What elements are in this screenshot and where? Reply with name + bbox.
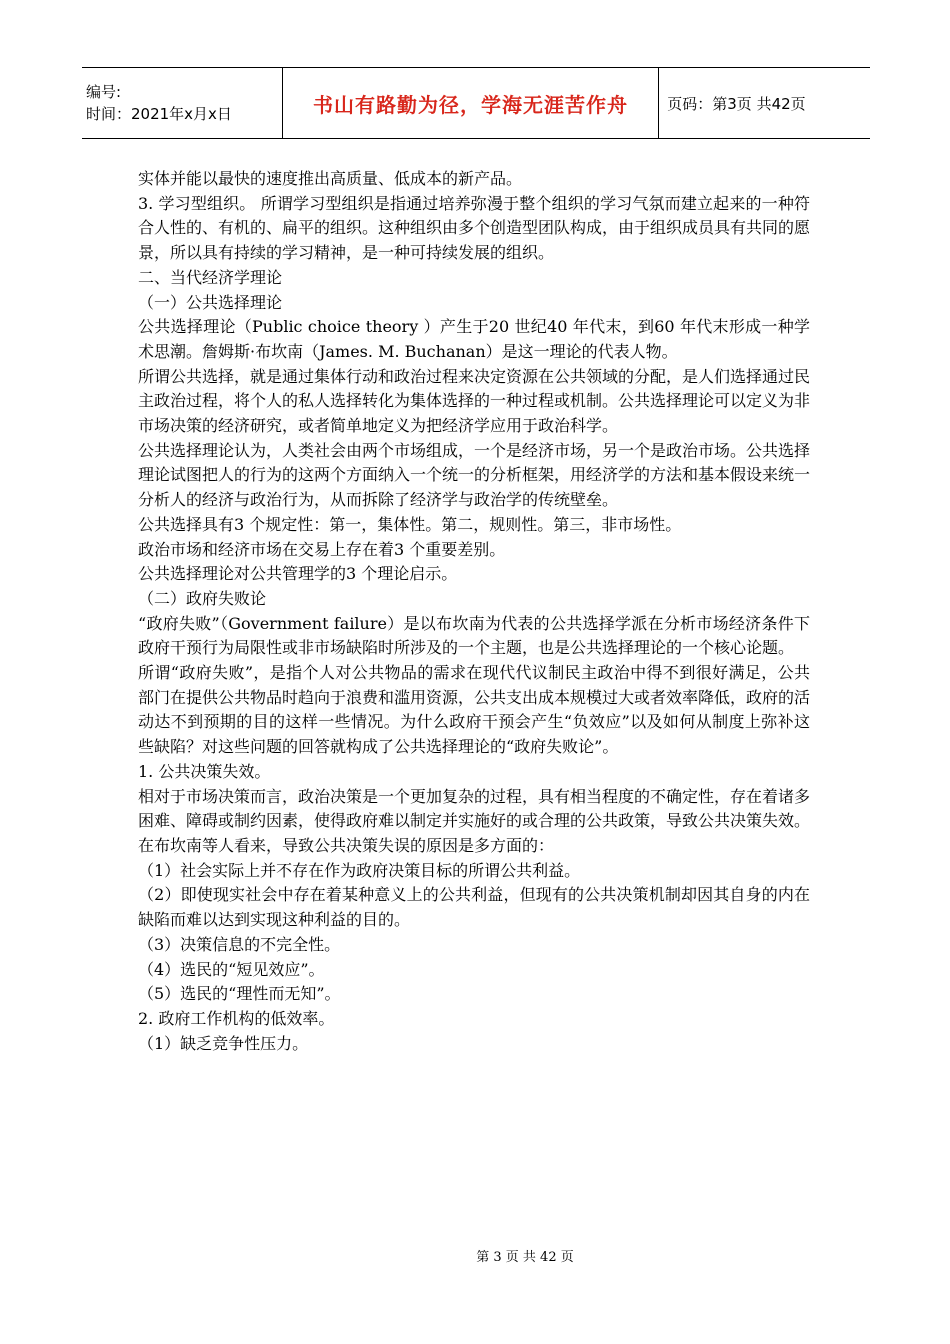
list-item: （5）选民的“理性而无知”。 <box>138 984 341 1004</box>
paragraph: 公共选择具有3 个规定性：第一，集体性。第二，规则性。第三，非市场性。 <box>138 514 682 534</box>
page-label: 页码：第3页 共42页 <box>667 94 806 113</box>
list-item: （4）选民的“短见效应”。 <box>138 959 325 979</box>
paragraph: 公共选择理论认为，人类社会由两个市场组成，一个是经济市场，另一个是政治市场。公共选择理论试图把人的行为的这两个方面纳入一个统一的分析框架，用经济学的方法和基本假设来统一分析人的经济与政治行为，从而拆除了经济学与政治学的传统壁垒。 <box>138 440 811 510</box>
number-label: 编号: <box>86 83 122 101</box>
subsection-heading: （二）政府失败论 <box>138 588 267 608</box>
paragraph: 公共选择理论对公共管理学的3 个理论启示。 <box>138 564 458 584</box>
paragraph: 相对于市场决策而言，政治决策是一个更加复杂的过程，具有相当程度的不确定性，存在着诸多困难、障碍或制约因素，使得政府难以制定并实施好的或合理的公共政策，导致公共决策失效。 <box>138 786 811 831</box>
section-heading: 二、当代经济学理论 <box>138 267 283 287</box>
list-item: （3）决策信息的不完全性。 <box>138 934 341 954</box>
list-item: （1）缺乏竞争性压力。 <box>138 1033 309 1053</box>
motto-text: 书山有路勤为径，学海无涯苦作舟 <box>313 92 628 117</box>
header-motto-cell <box>282 68 659 138</box>
header-info <box>82 68 282 138</box>
paragraph: “政府失败”（Government failure）是以布坎南为代表的公共选择学派在分析市场经济条件下政府干预行为局限性或非市场缺陷时所涉及的一个主题，也是公共选择理论的一个核心论题。 <box>138 613 810 658</box>
paragraph: 在布坎南等人看来，导致公共决策失误的原因是多方面的： <box>138 835 555 855</box>
list-item: （2）即使现实社会中存在着某种意义上的公共利益，但现有的公共决策机制却因其自身的内在缺陷而难以达到实现这种利益的目的。 <box>138 885 810 930</box>
paragraph: 3. 学习型组织。 所谓学习型组织是指通过培养弥漫于整个组织的学习气氛而建立起来的一种符合人性的、有机的、扁平的组织。这种组织由多个创造型团队构成，由于组织成员具有共同的愿景，所以具有持续的学习精神，是一种可持续发展的组织。 <box>138 193 811 263</box>
paragraph: 公共选择理论（Public choice theory ）产生于20 世纪40 年代末，到60 年代末形成一种学术思潮。詹姆斯·布坎南（James. M. Buchanan）是这一理论的代表人物。 <box>138 317 810 361</box>
list-heading: 1. 公共决策失效。 <box>138 761 271 781</box>
paragraph: 实体并能以最快的速度推出高质量、低成本的新产品。 <box>138 169 523 188</box>
paragraph: 所谓“政府失败”，是指个人对公共物品的需求在现代代议制民主政治中得不到很好满足，公共部门在提供公共物品时趋向于浪费和滥用资源，公共支出成本规模过大或者效率降低，政府的活动达不到预期的目的这样一些情况。为什么政府干预会产生“负效应”以及如何从制度上弥补这些缺陷？对这些问题的回答就构成了公共选择理论的“政府失败论”。 <box>138 663 811 757</box>
page-header <box>82 67 870 139</box>
list-heading: 2. 政府工作机构的低效率。 <box>138 1008 335 1028</box>
list-item: （1）社会实际上并不存在作为政府决策目标的所谓公共利益。 <box>138 860 581 880</box>
date-label: 时间：2021年x月x日 <box>86 105 232 123</box>
paragraph: 所谓公共选择，就是通过集体行动和政治过程来决定资源在公共领域的分配，是人们选择通过民主政治过程，将个人的私人选择转化为集体选择的一种过程或机制。公共选择理论可以定义为非市场决策的经济研究，或者简单地定义为把经济学应用于政治科学。 <box>138 366 811 436</box>
footer-page-number: 第 3 页 共 42 页 <box>476 1250 574 1265</box>
page-footer <box>0 1246 950 1265</box>
header-page-cell <box>658 68 870 138</box>
subsection-heading: （一）公共选择理论 <box>138 292 283 312</box>
paragraph: 政治市场和经济市场在交易上存在着3 个重要差别。 <box>138 539 506 559</box>
document-body <box>138 167 810 1056</box>
